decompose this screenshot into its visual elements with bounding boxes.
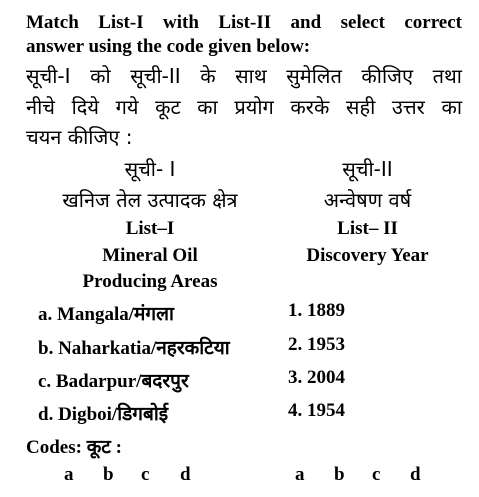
list1-item: b. Naharkatia/नहरकटिया xyxy=(38,338,230,359)
question-hindi-line-3: चयन कीजिए : xyxy=(26,125,133,149)
list2-item: 1. 1889 xyxy=(288,300,345,321)
list1-english-subtitle-2: Producing Areas xyxy=(82,271,218,292)
question-hindi-line-1: सूची-I को सूची-II के साथ सुमेलित कीजिए तथा xyxy=(26,64,462,88)
list2-item: 2. 1953 xyxy=(288,334,345,355)
list2-item: 4. 1954 xyxy=(288,400,345,421)
code-header: a xyxy=(64,464,74,485)
list1-item: a. Mangala/मंगला xyxy=(38,304,174,325)
list1-english-subtitle: Mineral Oil xyxy=(102,245,198,266)
question-english-line-1: Match List-I with List-II and select correct xyxy=(26,12,462,33)
codes-label: Codes: कूट : xyxy=(26,437,122,458)
list1-english-title: List–I xyxy=(125,218,175,239)
question-english-line-2: answer using the code given below: xyxy=(26,36,311,57)
list2-english-subtitle: Discovery Year xyxy=(306,245,429,266)
code-header: b xyxy=(334,464,345,485)
code-header: b xyxy=(103,464,114,485)
list2-english-title: List– II xyxy=(337,218,398,239)
list1-hindi-subtitle: खनिज तेल उत्पादक क्षेत्र xyxy=(62,188,238,212)
code-header: d xyxy=(410,464,421,485)
code-header: c xyxy=(141,464,150,485)
list2-item: 3. 2004 xyxy=(288,367,345,388)
question-hindi-line-2: नीचे दिये गये कूट का प्रयोग करके सही उत्तर का xyxy=(26,95,462,119)
code-header: c xyxy=(372,464,381,485)
list2-hindi-subtitle: अन्वेषण वर्ष xyxy=(323,188,412,212)
code-header: d xyxy=(180,464,191,485)
list1-hindi-title: सूची- I xyxy=(124,157,176,181)
code-header: a xyxy=(295,464,305,485)
list2-hindi-title: सूची-II xyxy=(342,157,393,181)
list1-item: d. Digboi/डिगबोई xyxy=(38,404,169,425)
list1-item: c. Badarpur/बदरपुर xyxy=(38,371,189,392)
